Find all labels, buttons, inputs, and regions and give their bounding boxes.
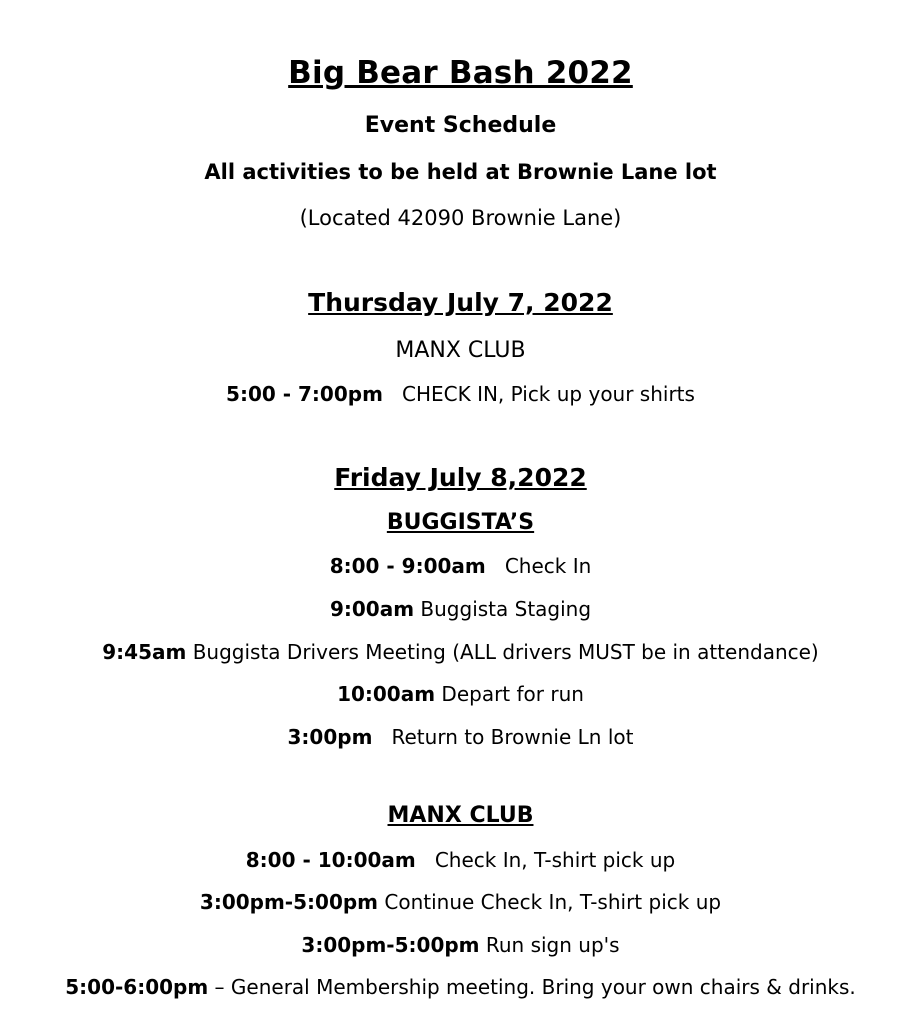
schedule-entry [46, 597, 875, 623]
entry-time: 9:00am [329, 597, 415, 622]
day-heading-thursday: Thursday July 7, 2022 [308, 287, 613, 317]
entry-time: 9:45am [102, 639, 187, 664]
entry-description: Buggista Staging [420, 597, 592, 622]
entry-time: 3:00pm-5:00pm [199, 890, 379, 915]
page-title: Big Bear Bash 2022 [288, 55, 633, 91]
venue-name-manx-club-thursday: MANX CLUB [395, 337, 526, 363]
entry-time: 8:00 - 9:00am [329, 554, 486, 579]
entry-description: Buggista Drivers Meeting (ALL drivers MUST be in attendance) [192, 639, 819, 664]
entry-description: Run sign up's [485, 932, 620, 957]
schedule-entry [46, 682, 875, 708]
schedule-entry [46, 975, 875, 1001]
day-heading-friday: Friday July 8,2022 [334, 463, 587, 493]
entry-description: Depart for run [441, 682, 584, 707]
entry-description: Return to Brownie Ln lot [391, 724, 634, 749]
entry-description: Continue Check In, T-shirt pick up [384, 890, 722, 915]
entry-description: – General Membership meeting. Bring your own chairs & drinks. [214, 975, 856, 1000]
entry-time: 5:00 - 7:00pm [226, 381, 383, 406]
schedule-entry [46, 382, 875, 408]
entry-description: Check In, T-shirt pick up [434, 847, 676, 872]
entry-time: 3:00pm [287, 724, 373, 749]
schedule-entry [46, 890, 875, 916]
venue-name-manx-club-friday: MANX CLUB [387, 803, 534, 829]
schedule-entry [46, 640, 875, 666]
schedule-entry [46, 554, 875, 580]
location-line: All activities to be held at Brownie Lane lot [204, 159, 717, 184]
address-line: (Located 42090 Brownie Lane) [299, 205, 622, 230]
entry-time: 3:00pm-5:00pm [301, 932, 480, 957]
entry-description: Check In [504, 554, 592, 579]
schedule-entry [46, 933, 875, 959]
entry-time: 5:00-6:00pm [65, 975, 209, 1000]
entry-description: CHECK IN, Pick up your shirts [401, 381, 695, 406]
schedule-entry [46, 848, 875, 874]
event-subtitle: Event Schedule [364, 112, 557, 138]
entry-time: 8:00 - 10:00am [245, 847, 416, 872]
schedule-entry [46, 725, 875, 751]
entry-time: 10:00am [337, 682, 436, 707]
venue-name-buggistas: BUGGISTA’S [386, 510, 535, 536]
